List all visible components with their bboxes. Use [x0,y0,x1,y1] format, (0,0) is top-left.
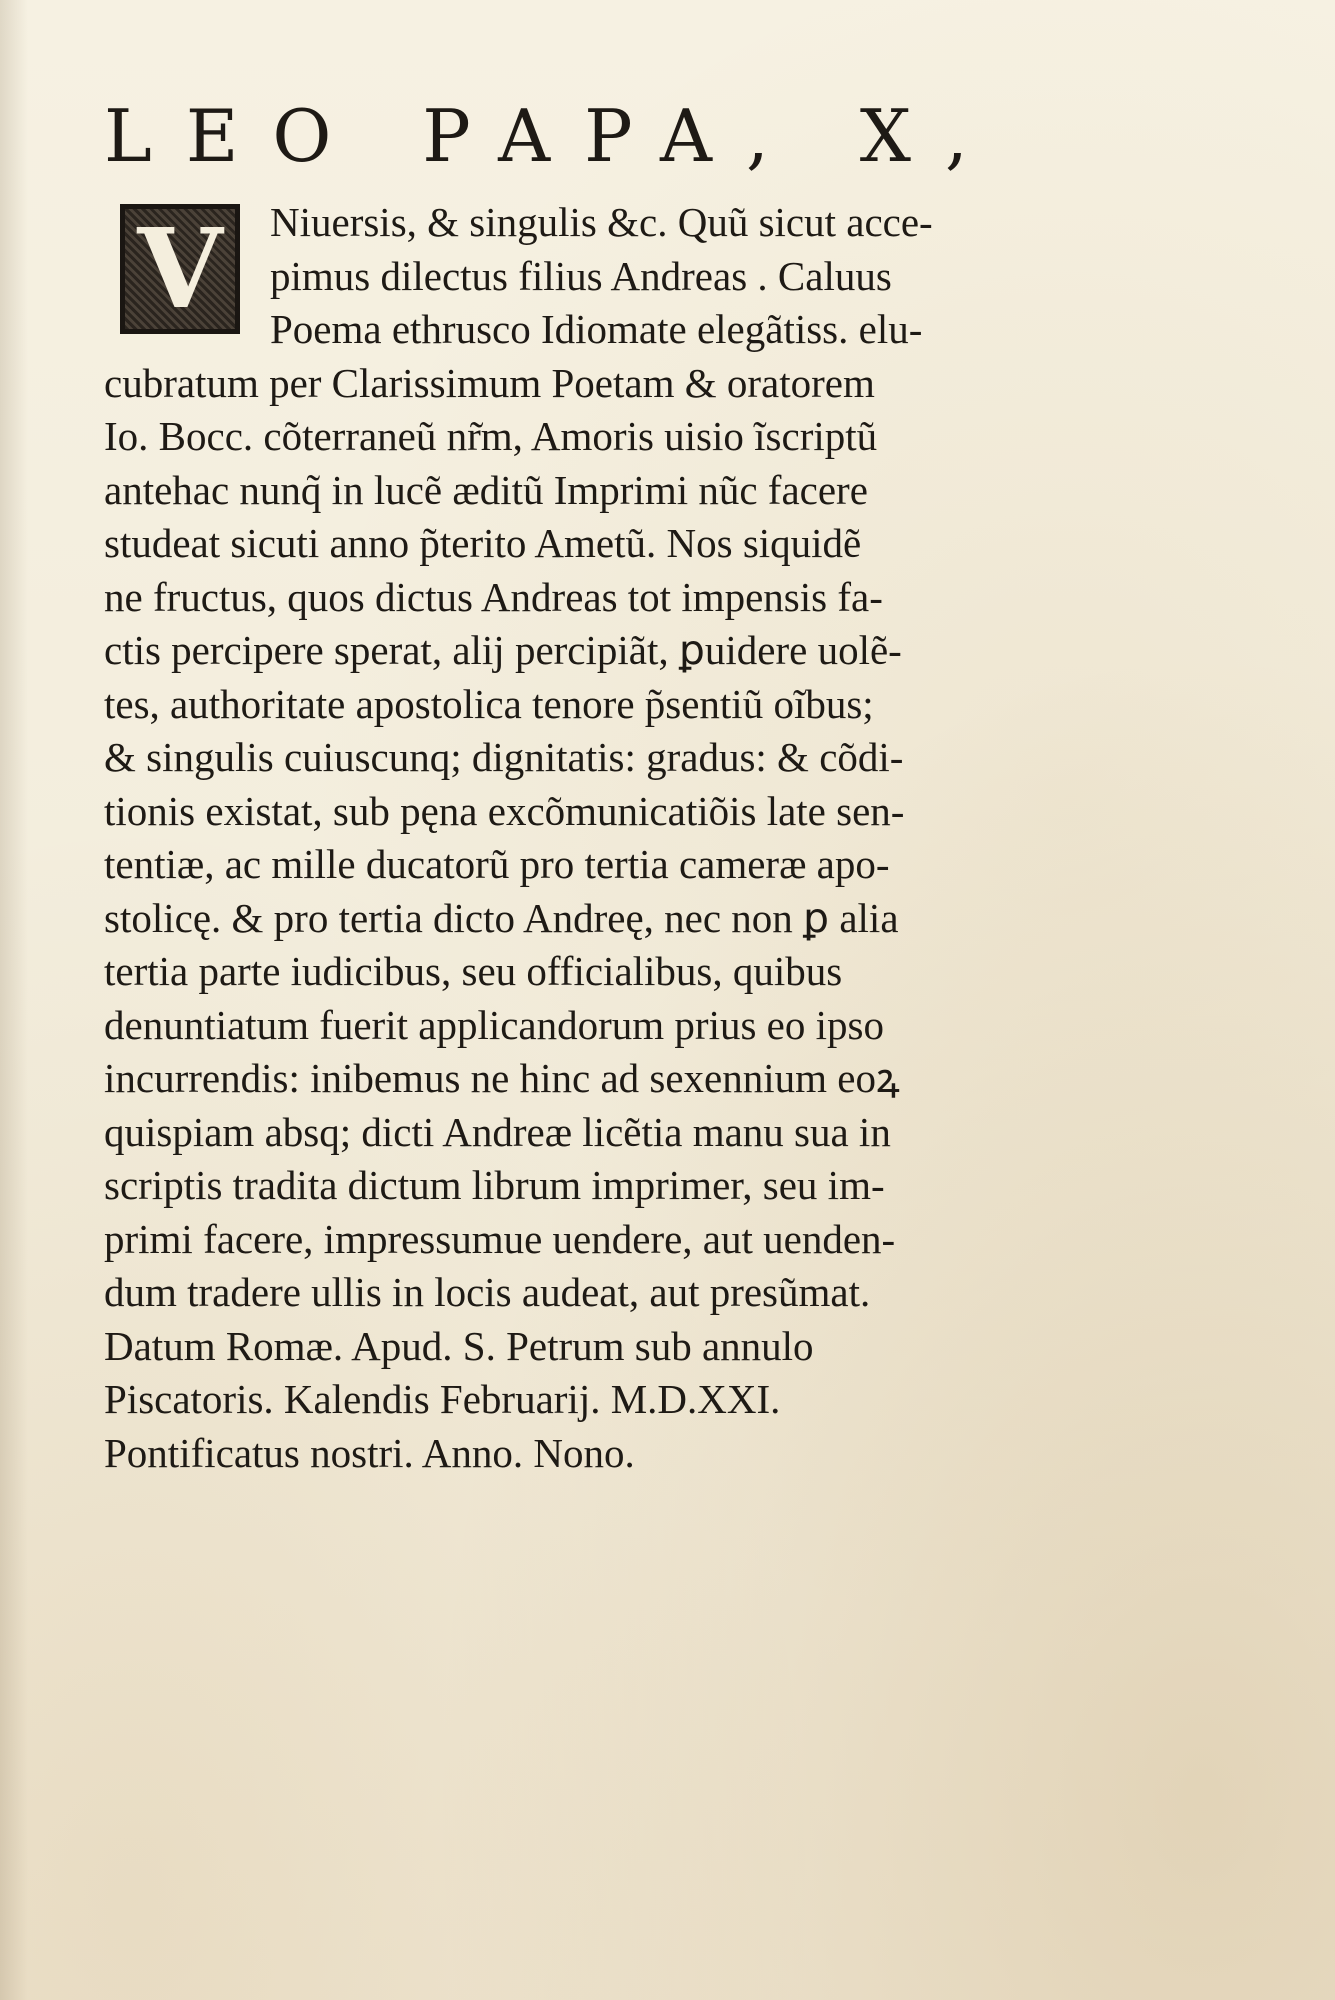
text-line: ctis percipere sperat, alij percipiãt, ꝑuidere uolẽ- [104,627,902,673]
gutter-shadow [0,0,28,2000]
text-line: stolicę. & pro tertia dicto Andreę, nec non ꝑ alia [104,894,899,941]
text-line: cubratum per Clarissimum Poetam & oratorem [104,359,875,406]
text-line: Poema ethrusco Idiomate elegãtiss. elu- [270,306,923,352]
text-line: Datum Romæ. Apud. S. Petrum sub annulo [104,1322,814,1369]
text-line: scriptis tradita dictum librum imprimer, seu im- [104,1162,885,1208]
text-line: incurrendis: inibemus ne hinc ad sexennium eoꝝ [104,1055,900,1101]
text-line: tertia parte iudicibus, seu officialibus, quibus [104,948,843,994]
decorated-initial [120,204,240,334]
text-line: Pontificatus nostri. Anno. Nono. [104,1429,635,1476]
text-line: Io. Bocc. cõterraneũ nr̃m, Amoris uisio ĩscriptũ [104,413,878,459]
text-line: dum tradere ullis in locis audeat, aut presũmat. [104,1269,871,1315]
page-heading: LEO PAPA, X, [104,94,1002,178]
privilege-body [104,196,1024,1480]
text-line: Piscatoris. Kalendis Februarij. M.D.XXI. [104,1376,781,1422]
text-line: antehac nunq̃ in lucẽ æditũ Imprimi nũc facere [104,466,868,513]
text-line: Niuersis, & singulis &c. Quũ sicut acce- [270,199,933,245]
text-line: primi facere, impressumue uendere, aut uenden- [104,1215,896,1262]
papal-privilege-text [104,94,1024,1480]
text-line: tes, authoritate apostolica tenore p̃sentiũ oĩbus; [104,680,874,727]
decorated-initial-letter: V [137,204,223,333]
text-line: denuntiatum fuerit applicandorum prius eo ipso [104,1001,884,1048]
text-line: quispiam absq; dicti Andreæ licẽtia manu sua in [104,1108,891,1155]
text-line: studeat sicuti anno p̃terito Ametũ. Nos siquidẽ [104,520,862,566]
text-line: tionis existat, sub pęna excõmunicatiõis late sen- [104,787,905,834]
text-line: & singulis cuiuscunq; dignitatis: gradus: & cõdi- [104,734,904,780]
text-line: pimus dilectus filius Andreas . Caluus [270,252,892,299]
text-line: ne fructus, quos dictus Andreas tot impensis fa- [104,573,883,620]
text-line: tentiæ, ac mille ducatorũ pro tertia cameræ apo- [104,841,890,887]
